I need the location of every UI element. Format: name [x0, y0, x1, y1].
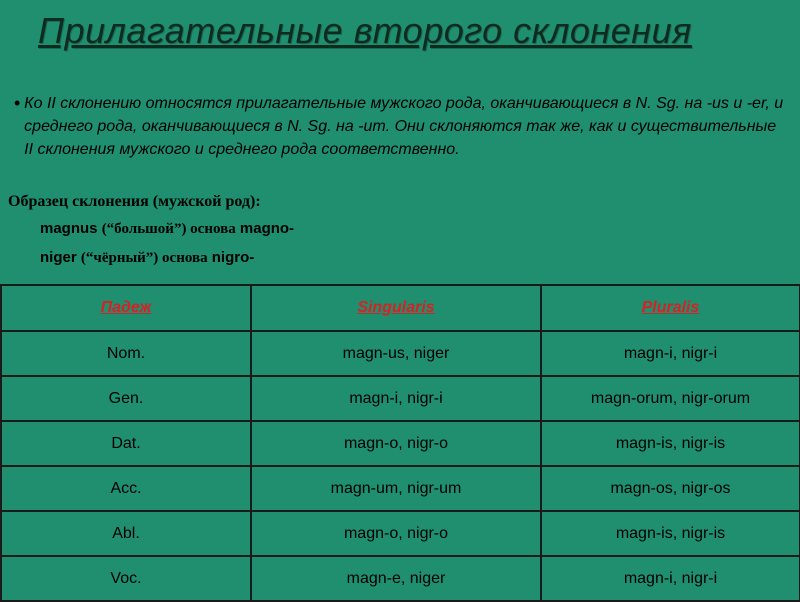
table-row [1, 556, 800, 601]
plural-cell: magn-os, nigr-os [541, 466, 800, 511]
example-word: niger [40, 249, 77, 266]
example-line-niger [40, 249, 254, 267]
example-stem: nigro- [211, 249, 255, 266]
header-case: Падеж [1, 285, 251, 331]
table-row [1, 466, 800, 511]
singular-cell: magn-o, nigr-o [251, 511, 541, 556]
example-gloss: (“большой”) основа [101, 221, 236, 237]
singular-cell: magn-o, nigr-o [251, 421, 541, 466]
slide-title: Прилагательные второго склонения [38, 10, 692, 51]
table-row [1, 421, 800, 466]
example-word: magnus [40, 220, 98, 237]
case-cell: Nom. [1, 331, 251, 376]
header-pluralis: Pluralis [541, 285, 800, 331]
case-cell: Gen. [1, 376, 251, 421]
table-row [1, 331, 800, 376]
table-row [1, 511, 800, 556]
singular-cell: magn-um, nigr-um [251, 466, 541, 511]
plural-cell: magn-orum, nigr-orum [541, 376, 800, 421]
example-gloss: (“чёрный”) основа [80, 250, 208, 266]
example-line-magnus [40, 220, 294, 238]
case-cell: Dat. [1, 421, 251, 466]
declension-table [0, 284, 800, 602]
bullet-paragraph [14, 92, 789, 161]
case-cell: Voc. [1, 556, 251, 601]
example-heading: Образец склонения (мужской род): [8, 193, 261, 210]
bullet-mark: • [14, 93, 21, 113]
plural-cell: magn-is, nigr-is [541, 511, 800, 556]
bullet-text: Ко II склонению относятся прилагательные мужского рода, оканчивающиеся в N. Sg. на -us и -er, и среднего рода, оканчивающиеся в N. Sg. на -um. Они склоняются так же, как и существительные II склонения мужского и среднего рода соответственно. [24, 95, 784, 158]
plural-cell: magn-is, nigr-is [541, 421, 800, 466]
singular-cell: magn-i, nigr-i [251, 376, 541, 421]
header-singularis: Singularis [251, 285, 541, 331]
singular-cell: magn-us, niger [251, 331, 541, 376]
table-row [1, 376, 800, 421]
plural-cell: magn-i, nigr-i [541, 331, 800, 376]
example-stem: magno- [239, 220, 295, 237]
plural-cell: magn-i, nigr-i [541, 556, 800, 601]
singular-cell: magn-e, niger [251, 556, 541, 601]
case-cell: Acc. [1, 466, 251, 511]
case-cell: Abl. [1, 511, 251, 556]
table-header-row [1, 285, 800, 331]
